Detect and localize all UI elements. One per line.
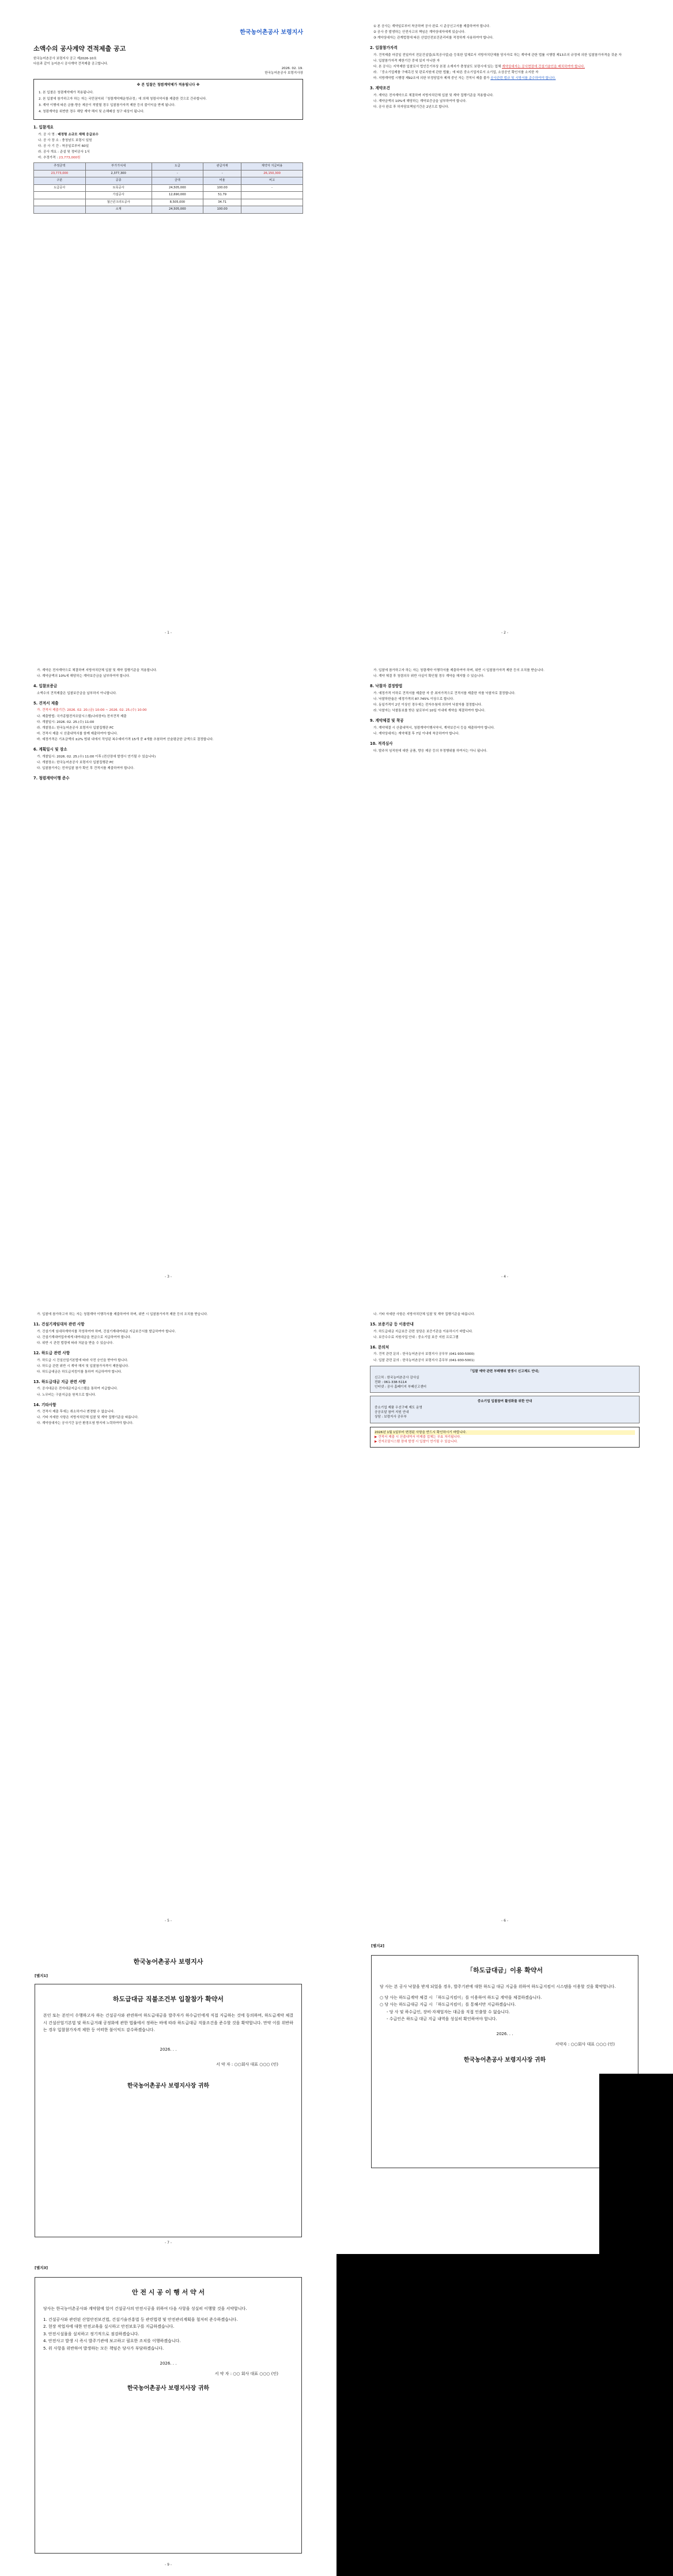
section-heading: 6. 계획일시 및 장소 [33, 747, 67, 752]
paragraph: 가. 입찰에 참가하고자 하는 자는 청렴계약 이행각서를 제출하여야 하며, 위반 시 입찰참가자격 제한 등의 조치를 받습니다. [37, 1313, 208, 1316]
section-heading: 14. 기타사항 [33, 1402, 56, 1407]
form-signature: 서 약 자 : ○○회사 대표 ○○○ (인) [215, 2062, 278, 2067]
form-subcontract-guardian [371, 1955, 638, 2168]
paragraph: ① 본 공사는 계약일로부터 착공하며 공사 완료 시 준공신고서를 제출하여야 합니다. [373, 25, 490, 28]
form-date: 2026. . . [160, 2047, 177, 2052]
box-item: 4. 청렴계약을 위반한 경우 해당 계약 해지 및 손해배상 청구 대상이 됩니다. [39, 109, 145, 113]
page-7 [0, 1932, 337, 2254]
page-2 [337, 0, 673, 644]
warning-line: ▶ 견적서 제출 시 산출내역서 미제출 업체는 무효 처리됩니다. [375, 1435, 461, 1439]
warning-line: 2026년 1월 1일부터 변경된 사항을 반드시 확인하시기 바랍니다. [375, 1430, 635, 1435]
box-item: 중소기업 제품 우선구매 제도 운영 [375, 1406, 422, 1410]
paragraph: 가. 하도급대금 지급보증 관련 상담은 보증기관을 이용하시기 바랍니다. [373, 1329, 473, 1334]
paragraph: 가. 견적서 제출 후에는 취소하거나 변경할 수 없습니다. [37, 1410, 115, 1414]
warning-line: ▶ 전자조달시스템 장애 발생 시 입찰이 연기될 수 있습니다. [375, 1439, 458, 1444]
form-title: 「하도급대금」이용 확약서 [466, 1967, 543, 1974]
paragraph: 가. 건설기계 임대차계약서를 작성하여야 하며, 건설기계대여대금 지급보증서를 발급하여야 합니다. [37, 1329, 176, 1334]
paragraph: ③ 계약상대자는 관계법령에 따른 산업안전보건관리비를 적정하게 사용하여야 합니다. [373, 36, 494, 40]
section-heading: 1. 입찰개요 [33, 125, 54, 130]
paragraph: 다. 공사 완료 후 하자담보책임기간은 2년으로 합니다. [373, 105, 449, 109]
page-number: - 7 - [165, 2241, 172, 2245]
section-heading: 3. 계약조건 [370, 86, 390, 91]
paragraph: 가. 하도급 시 건설산업기본법에 따라 사전 승인을 받아야 합니다. [37, 1358, 128, 1362]
form-intro: 당 사는 본 공사 낙찰을 받게 되었을 경우, 발주기관에 대한 하도급 대금 지급을 위하여 하도급지킴이 시스템을 이용할 것을 확약합니다. [380, 1984, 616, 1989]
page-1 [0, 0, 337, 644]
blue-note: 공사관련 법규 및 시방서를 준수하여야 합니다. [490, 77, 556, 81]
section-heading: 2. 입찰참가자격 [370, 46, 398, 51]
paragraph: 마. 지방계약법 시행령 제92조에 의한 부정당업자 제재 중인 자는 견적서 제출 불가 공사관련 법규 및 시방서를 준수하여야 합니다. [373, 77, 556, 81]
section-heading: 13. 하도급대금 지급 관련 사항 [33, 1379, 86, 1384]
box-item: 전화 : 061-338-5114 [375, 1380, 407, 1384]
paragraph: 다. 개찰일시: 2026. 02. 25.(수) 11:00 [37, 720, 94, 724]
form-body: 본인 또는 본인이 수행하고자 하는 건설공사와 관련하여 하도급대금을 발주자가 하수급인에게 직접 지급하는 것에 동의하며, 하도급계약 체결 시 건설산업기본법 및 하도급거래 공정화에 관한 법률에서 정하는 바에 따라 하도급대금 직불조건을 준수할 것을 확약합니다. 만약 이를 위반하는 경우 입찰참가자격 제한 등 어떠한 불이익도 감수하겠습니다. [43, 2013, 293, 2033]
paragraph: 소액수의 견적제출은 입찰보증금을 납부하지 아니합니다. [37, 691, 117, 695]
paragraph: 나. 낙찰하한율은 예정가격의 87.745% 이상으로 합니다. [373, 697, 455, 701]
paragraph: 나. 제출방법: 국가종합전자조달시스템(나라장터) 전자견적 제출 [37, 714, 127, 718]
paragraph: 나. 기타 자세한 사항은 지방자치단체 입찰 및 계약 집행기준을 따릅니다. [373, 1313, 475, 1316]
notice-issuer: 한국농어촌공사 보령지사장 [264, 71, 303, 75]
paragraph: 나. 하도급 관련 위반 시 계약 해지 및 입찰참가자격이 제한됩니다. [37, 1364, 130, 1368]
paragraph: 다. 본 공사는 지역제한 입찰로서 법인등기부상 본점 소재지가 충청남도 보령시에 있는 업체 계약상대자는 공사현장에 건설기술인을 배치하여야 합니다. [373, 65, 585, 69]
paragraph: 나. 계약금액의 10%에 해당하는 계약보증금을 납부하여야 합니다. [373, 100, 467, 104]
overview-row: 라. 공사 개요 : 준설 및 정비공사 1식 [38, 150, 90, 154]
page-number: - 1 - [165, 631, 172, 635]
form-title: 하도급대금 직불조건부 입찰참가 확약서 [112, 1995, 224, 2003]
form-header: 한국농어촌공사 보령지사 [133, 1958, 203, 1965]
form-subcontract-direct-pay [35, 1984, 302, 2237]
paragraph: 다. 동일가격이 2인 이상인 경우에는 전자추첨에 의하여 낙찰자를 결정합니다. [373, 703, 482, 707]
paragraph: 다. 하도급대금은 하도급지킴이를 통하여 지급하여야 합니다. [37, 1370, 122, 1374]
paragraph: 나. 기타 자세한 사항은 지방자치단체 입찰 및 계약 집행기준을 따릅니다. [37, 1416, 139, 1420]
section-heading: 7. 청렴계약이행 준수 [33, 775, 70, 781]
section-heading: 15. 보증기금 등 이용안내 [370, 1322, 414, 1327]
highlight-text: 계약상대자는 공사현장에 건설기술인을 배치하여야 합니다. [502, 65, 585, 69]
paragraph: 나. 계약 체결 후 청렴의무 위반 사실이 확인될 경우 계약을 해지할 수 있습니다. [373, 675, 485, 679]
paragraph: 나. 건설기계대여업자에게 대여대금을 현금으로 지급하여야 합니다. [37, 1335, 131, 1339]
form-tag: [별지2] [371, 1944, 385, 1948]
paragraph: 나. 입찰참가자격 제한기간 중에 있지 아니한 자 [373, 59, 440, 63]
paragraph: 나. 입찰 관련 문의 : 한국농어촌공사 보령지사 총무부 (041-930-5001) [373, 1358, 475, 1362]
integrity-notice-box [33, 79, 303, 120]
paragraph: 나. 계약금액의 10%에 해당하는 계약보증금을 납부하여야 합니다. [37, 675, 130, 679]
paragraph: 나. 보증수수료 지원사업 안내 : 중소기업 보증 지원 프로그램 [373, 1335, 459, 1339]
page-4 [337, 644, 673, 1288]
paragraph: 라. 「중소기업제품 구매촉진 및 판로지원에 관한 법률」에 따른 중소기업자로서 소기업, 소상공인 확인서를 소지한 자 [373, 71, 539, 75]
notice-line: 한국농어촌공사 보령지사 공고 제2026-10호 [33, 57, 97, 61]
form-signature: 서 약 자 : ○○ 회사 대표 ○○○ (인) [214, 2371, 278, 2376]
form-date: 2026. . . [496, 2031, 513, 2036]
section-heading: 12. 하도급 관련 사항 [33, 1350, 70, 1355]
black-corner [599, 2074, 673, 2254]
form-tag: [별지3] [35, 2266, 48, 2270]
overview-row: 마. 추정가격 : 23,773,000원 [38, 156, 81, 160]
paragraph: 가. 예정가격 이하로 견적서를 제출한 자 중 최저가격으로 견적서를 제출한 자를 낙찰자로 결정합니다. [373, 691, 516, 695]
form-item: ○ 당 사는 하도급계약 체결 시 「하도급지킴이」를 이용하여 하도급 계약을 체결하겠습니다. [380, 1995, 542, 2000]
form-recipient: 한국농어촌공사 보령지사장 귀하 [463, 2057, 546, 2064]
form-title: 안 전 시 공 이 행 서 약 서 [131, 2289, 205, 2296]
box-title: 「입찰 예약 관련 부패행위 발생시 신고제도 안내」 [468, 1369, 541, 1373]
overview-row: 가. 공 사 명 : 배정형 소규모 재해 응급보수 [38, 132, 99, 137]
box-item: 공공조달 참여 지원 안내 [375, 1411, 409, 1415]
form-tag: [별지1] [35, 1973, 48, 1978]
paragraph: 나. 노무비는 구분지급을 원칙으로 합니다. [37, 1393, 96, 1397]
page-number: - 9 - [165, 2563, 172, 2567]
page-6 [337, 1288, 673, 1932]
page-number: - 4 - [501, 1275, 508, 1279]
form-item: 1. 건설공사와 관련된 산업안전보건법, 건설기술진흥법 등 관련법령 및 안전관리계획을 철저히 준수하겠습니다. [43, 2317, 238, 2322]
overview-row: 나. 공 사 장 소 : 충청남도 보령시 일원 [38, 138, 92, 142]
paragraph: 다. 발주처 임직원에 대한 금품, 향응 제공 등의 부정행위를 하여서는 아니 됩니다. [373, 749, 487, 753]
box-title: 중소기업 입찰참여 활성화를 위한 안내 [477, 1400, 532, 1404]
box-item: 상담 : 보령지사 공무부 [375, 1415, 407, 1419]
form-recipient: 한국농어촌공사 보령지사장 귀하 [127, 2385, 210, 2392]
blank-black-page [337, 2254, 673, 2576]
paragraph: 가. 입찰에 참가하고자 하는 자는 청렴계약 이행각서를 제출하여야 하며, 위반 시 입찰참가자격 제한 등의 조치를 받습니다. [373, 669, 545, 672]
box-item: 1. 본 입찰은 청렴계약제가 적용됩니다. [39, 90, 94, 94]
paragraph: 다. 위반 시 관련 법령에 따라 처분을 받을 수 있습니다. [37, 1341, 114, 1345]
section-heading: 11. 건설기계임대차 관련 사항 [33, 1322, 85, 1327]
report-info-box [370, 1366, 640, 1393]
section-heading: 16. 문의처 [370, 1344, 390, 1350]
paragraph: 나. 개찰장소: 한국농어촌공사 보령지사 입찰집행관 PC [37, 760, 114, 764]
form-item: 3. 안전시설물을 설치하고 정기적으로 점검하겠습니다. [43, 2331, 139, 2336]
notice-line: 다음과 같이 농어촌시 공사계약 견적제출 공고합니다. [33, 62, 108, 66]
paragraph: 가. 공사대금은 전자대금지급시스템을 통하여 지급합니다. [37, 1387, 118, 1391]
page-3 [0, 644, 337, 1288]
paragraph: 가. 계약체결 시 산출내역서, 청렴계약이행서약서, 계약보증서 등을 제출하여야 합니다. [373, 726, 495, 730]
form-signature: 서약자 : ○○회사 대표 ○○○ (인) [555, 2042, 615, 2047]
notice-title: 소액수의 공사계약 견적제출 공고 [33, 44, 126, 52]
page-number: - 3 - [165, 1275, 172, 1279]
paragraph: 라. 개찰장소: 한국농어촌공사 보령지사 입찰집행관 PC [37, 726, 114, 730]
paragraph: 바. 예정가격은 기초금액의 ±2% 범위 내에서 작성된 복수예비가격 15개 중 4개를 추첨하여 산술평균한 금액으로 결정합니다. [37, 737, 214, 741]
paragraph: 가. 개찰일시: 2026. 02. 25.(수) 11:00 이후 (전산장애 발생시 연기될 수 있습니다) [37, 755, 156, 759]
page-number: - 6 - [501, 1919, 508, 1923]
paragraph: 가. 계약은 전자계약으로 체결하며 지방자치단체 입찰 및 계약 집행기준을 적용합니다. [37, 669, 157, 672]
form-item: - 당 사 및 하수급인, 장비·자재업자는 대금을 직접 인출할 수 없습니다. [387, 2009, 511, 2014]
paragraph: 나. 계약상대자는 계약체결 후 7일 이내에 착공하여야 합니다. [373, 732, 460, 736]
section-heading: 9. 계약체결 및 착공 [370, 718, 404, 723]
warning-box [370, 1427, 640, 1448]
paragraph: ② 공사 중 발생하는 안전사고의 책임은 계약상대자에게 있습니다. [373, 31, 466, 35]
form-item: - 수급인은 하도급 대금 지급 내역을 성실히 확인하여야 합니다. [387, 2017, 497, 2022]
paragraph: 가. 견적서 제출기간: 2026. 02. 20.(금) 10:00 ~ 2026. 02. 25.(수) 10:00 [37, 709, 147, 713]
section-heading: 8. 낙찰자 결정방법 [370, 684, 403, 689]
box-item: 인터넷 : 공사 홈페이지 부패신고센터 [375, 1385, 427, 1389]
paragraph: 가. 계약은 전자계약으로 체결하며 지방자치단체 입찰 및 계약 집행기준을 적용합니다. [373, 93, 494, 97]
form-intro: 당사는 한국농어촌공사와 계약함에 있어 건설공사의 안전시공을 위하여 다음 사항을 성실히 이행할 것을 서약합니다. [43, 2306, 247, 2311]
box-item: 신고처 : 한국농어촌공사 감사실 [375, 1376, 419, 1380]
section-heading: 4. 입찰보증금 [33, 684, 58, 689]
paragraph: 라. 낙찰자는 낙찰통보를 받은 날로부터 10일 이내에 계약을 체결하여야 합니다. [373, 709, 486, 713]
paragraph: 다. 계약상대자는 공사기간 동안 환경오염 방지에 노력하여야 합니다. [37, 1422, 134, 1426]
form-item: 2. 현장 작업자에 대한 안전교육을 실시하고 안전보호구를 지급하겠습니다. [43, 2324, 175, 2329]
form-item: 5. 위 사항을 위반하여 발생하는 모든 책임은 당사가 부담하겠습니다. [43, 2346, 164, 2351]
page-9 [0, 2254, 337, 2576]
paragraph: 다. 입찰참가자는 전자입찰 참가 확인 후 견적서를 제출하여야 합니다. [37, 766, 135, 770]
section-heading: 5. 견적서 제출 [33, 700, 59, 706]
box-item: 3. 계약 이행에 따른 금품·향응 제공이 적발될 경우 입찰참가자격 제한 등의 불이익을 받게 됩니다. [39, 103, 176, 107]
brand-logo: 한국농어촌공사 보령지사 [240, 29, 303, 36]
paragraph: 가. 견적 관련 문의 : 한국농어촌공사 보령지사 공무부 (041-930-5000) [373, 1353, 475, 1357]
sme-info-box [370, 1396, 640, 1423]
box-item: 2. 본 입찰에 참가하고자 하는 자는 국민권익위「청렴계약제운영규정」에 의해 청렴서약서를 제출한 것으로 간주합니다. [39, 97, 207, 101]
section-heading: 10. 적격심사 [370, 741, 393, 746]
box-title: ※ 본 입찰은 청렴계약제가 적용됩니다 ※ [137, 82, 200, 87]
form-recipient: 한국농어촌공사 보령지사장 귀하 [127, 2083, 210, 2089]
page-number: - 2 - [501, 631, 508, 635]
cost-table: 추정금액 부가가치세 도급 관급자재 계약자 지급비용 23,773,000 2,377,300 - - 26,150,300 구분 공종 금액 비율 비고 도급공사 토목공사 24,505,000 100.00 - 가설공사 12,690,000 51.79 철근콘크리트공사 8,505,000 34.71 소계 24,505,000 100.00 [33, 162, 303, 214]
form-item: ○ 당 사는 하도급대금 지급 시 「하도급지킴이」를 통해서만 지급하겠습니다. [380, 2002, 516, 2007]
notice-date: 2026. 02. 19. [281, 66, 303, 70]
paragraph: 가. 견적제출 마감일 전일까지 전문건설업(토목공사업)을 등록한 업체로서 지방자치단체를 당사자로 하는 계약에 관한 법률 시행령 제13조의 규정에 의한 입찰참가자격을 갖춘 자 [373, 53, 622, 57]
form-item: 4. 안전사고 발생 시 즉시 발주기관에 보고하고 필요한 조치를 이행하겠습니다. [43, 2339, 181, 2344]
paragraph: 마. 견적서 제출 시 산출내역서를 함께 제출하여야 합니다. [37, 732, 118, 736]
form-safety-pledge [35, 2277, 302, 2554]
form-date: 2026. . . [160, 2361, 177, 2366]
page-number: - 5 - [165, 1919, 172, 1923]
overview-row: 다. 공 사 기 간 : 착공일로부터 60일 [38, 144, 89, 148]
page-5 [0, 1288, 337, 1932]
